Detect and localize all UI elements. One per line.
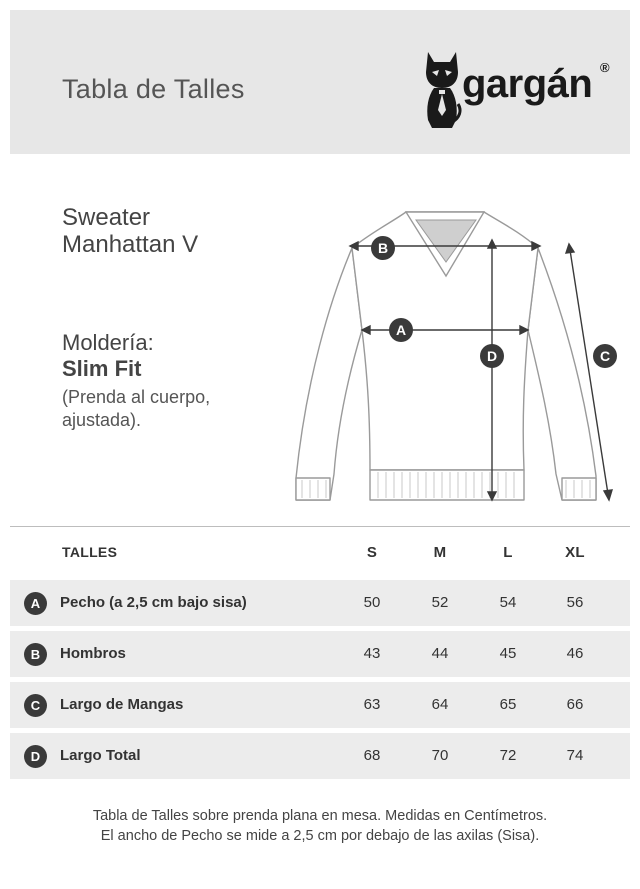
fit-note: (Prenda al cuerpo, ajustada). [62, 387, 211, 430]
page-title: Tabla de Talles [62, 74, 245, 104]
table-row [10, 733, 630, 779]
row-value: 45 [499, 645, 517, 662]
cat-icon [422, 48, 462, 130]
section-divider [10, 526, 630, 527]
size-header-l: L [503, 544, 513, 561]
sweater-diagram [286, 196, 638, 512]
table-row [10, 580, 630, 626]
row-value: 52 [431, 594, 449, 611]
svg-text:D: D [486, 348, 498, 364]
row-value: 63 [363, 696, 381, 713]
fit-label: Moldería: [62, 330, 154, 355]
brand-name: gargán [462, 62, 593, 106]
footnote [0, 806, 640, 846]
row-value: 56 [566, 594, 584, 611]
row-value: 74 [566, 747, 584, 764]
header-banner [10, 10, 630, 154]
diagram-label-b [371, 236, 395, 260]
row-value: 64 [431, 696, 449, 713]
footnote-line1: Tabla de Talles sobre prenda plana en mesa. Medidas en Centímetros. [92, 808, 548, 824]
size-header-xl: XL [565, 544, 585, 561]
row-label: Largo de Mangas [60, 696, 184, 713]
row-value: 50 [363, 594, 381, 611]
table-row [10, 631, 630, 677]
product-name [62, 204, 198, 258]
diagram-label-c [593, 344, 617, 368]
row-value: 65 [499, 696, 517, 713]
row-value: 70 [431, 747, 449, 764]
svg-text:B: B [377, 240, 389, 256]
diagram-label-d [480, 344, 504, 368]
row-label: Pecho (a 2,5 cm bajo sisa) [60, 594, 247, 611]
diagram-label-a [389, 318, 413, 342]
row-badge: D [24, 745, 47, 768]
fit-value: Slim Fit [62, 356, 142, 381]
row-value: 72 [499, 747, 517, 764]
row-badge: C [24, 694, 47, 717]
row-badge: B [24, 643, 47, 666]
size-header-s: S [366, 544, 378, 561]
row-badge: A [24, 592, 47, 615]
table-header-label: TALLES [62, 544, 118, 560]
row-value: 46 [566, 645, 584, 662]
svg-text:A: A [395, 322, 407, 338]
row-label: Largo Total [60, 747, 141, 764]
row-value: 54 [499, 594, 517, 611]
row-label: Hombros [60, 645, 126, 662]
table-header [10, 530, 630, 576]
row-value: 43 [363, 645, 381, 662]
product-name-line1: Sweater [62, 204, 151, 231]
row-value: 66 [566, 696, 584, 713]
row-value: 68 [363, 747, 381, 764]
brand-logo [422, 48, 622, 130]
svg-text:C: C [599, 348, 611, 364]
size-header-m: M [433, 544, 447, 561]
registered-mark: ® [600, 60, 610, 75]
footnote-line2: El ancho de Pecho se mide a 2,5 cm por debajo de las axilas (Sisa). [100, 828, 540, 844]
product-name-line2: Manhattan V [62, 231, 199, 258]
table-row [10, 682, 630, 728]
row-value: 44 [431, 645, 449, 662]
